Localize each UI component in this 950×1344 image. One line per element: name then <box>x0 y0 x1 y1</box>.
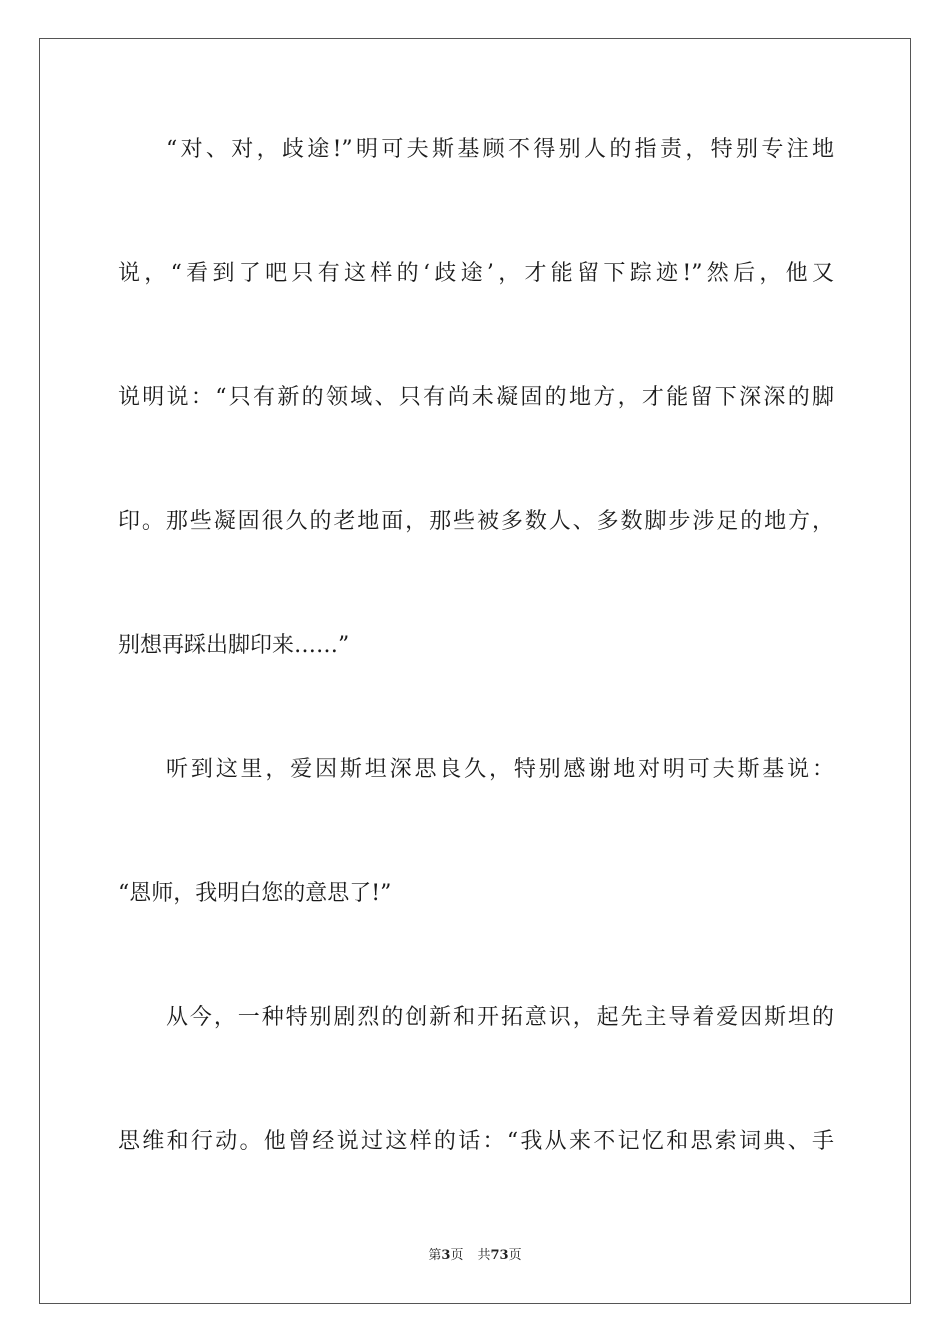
footer-page-current: 3 <box>441 1248 451 1263</box>
paragraph-line-4: 印。那些凝固很久的老地面，那些被多数人、多数脚步涉足的地方， <box>118 509 834 534</box>
footer-total-prefix: 共 <box>477 1248 491 1263</box>
footer-page-suffix: 页 <box>450 1248 464 1263</box>
footer-page-total: 73 <box>490 1248 509 1263</box>
page-border <box>39 38 911 1304</box>
paragraph-line-2: 说，“看到了吧只有这样的‘歧途’，才能留下踪迹!”然后，他又 <box>118 261 834 286</box>
paragraph-line-5: 别想再踩出脚印来……” <box>118 633 350 658</box>
page-footer <box>0 1246 950 1266</box>
paragraph-line-9: 思维和行动。他曾经说过这样的话：“我从来不记忆和思索词典、手 <box>118 1129 834 1154</box>
paragraph-line-3: 说明说：“只有新的领域、只有尚未凝固的地方，才能留下深深的脚 <box>118 385 834 410</box>
paragraph-line-7: “恩师，我明白您的意思了!” <box>118 881 392 906</box>
footer-page-prefix: 第 <box>428 1248 442 1263</box>
paragraph-line-6: 听到这里，爱因斯坦深思良久，特别感谢地对明可夫斯基说： <box>166 757 834 782</box>
paragraph-line-1: “对、对，歧途!”明可夫斯基顾不得别人的指责，特别专注地 <box>166 137 834 162</box>
footer-total-suffix: 页 <box>508 1248 522 1263</box>
paragraph-line-8: 从今，一种特别剧烈的创新和开拓意识，起先主导着爱因斯坦的 <box>166 1005 834 1030</box>
